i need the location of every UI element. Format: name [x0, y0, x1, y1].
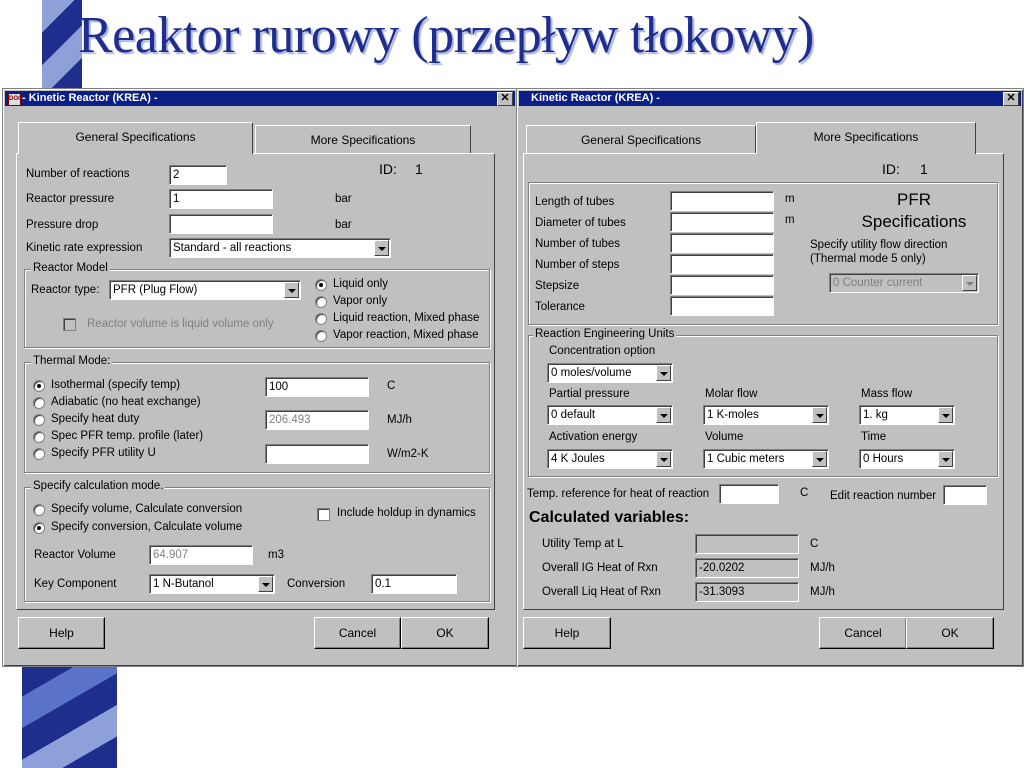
- number-of-tubes-field[interactable]: [670, 233, 774, 253]
- cancel-button[interactable]: Cancel: [819, 617, 907, 649]
- document-icon[interactable]: DOC: [8, 93, 21, 106]
- calculated-row-unit: MJ/h: [810, 586, 835, 598]
- close-button[interactable]: ✕: [1003, 92, 1019, 106]
- calc-option-label: Specify conversion, Calculate volume: [51, 521, 243, 533]
- id-value: 1: [415, 161, 423, 177]
- id-label: ID:: [882, 161, 900, 177]
- concentration-value: 0 moles/volume: [551, 367, 632, 379]
- tube-row-unit: m: [785, 193, 795, 205]
- pressure-drop-unit: bar: [335, 219, 352, 231]
- reactor-model-title: Reactor Model: [33, 262, 108, 274]
- tubes-group: [528, 182, 998, 325]
- tab-label: More Specifications: [310, 133, 416, 147]
- reactor-pressure-field[interactable]: 1: [169, 189, 273, 209]
- phase-radio-liquid-mixed[interactable]: [315, 313, 327, 325]
- thermal-radio-isothermal[interactable]: [33, 380, 45, 392]
- calc-option-label: Specify volume, Calculate conversion: [51, 503, 243, 515]
- utility-note: Specify utility flow direction: [810, 239, 948, 251]
- phase-radio-liquid-only[interactable]: [315, 279, 327, 291]
- chevron-down-icon[interactable]: [284, 282, 299, 298]
- calculated-row-label: Overall IG Heat of Rxn: [542, 562, 658, 574]
- chevron-down-icon[interactable]: [656, 451, 671, 467]
- length-of-tubes-field[interactable]: [670, 191, 774, 211]
- help-button[interactable]: Help: [523, 617, 611, 649]
- heat-duty-field[interactable]: 206.493: [265, 410, 369, 430]
- liquid-volume-label: Reactor volume is liquid volume only: [87, 318, 274, 330]
- ig-heat-field: -20.0202: [695, 558, 799, 578]
- conversion-field[interactable]: 0.1: [371, 574, 457, 594]
- reactor-volume-unit: m3: [268, 549, 284, 561]
- thermal-radio-temp-profile[interactable]: [33, 431, 45, 443]
- pfr-heading: Specifications: [861, 212, 967, 231]
- chevron-down-icon[interactable]: [656, 407, 671, 423]
- temperature-field[interactable]: 100: [265, 377, 369, 397]
- concentration-select[interactable]: [547, 363, 673, 383]
- molar-flow-value: 1 K-moles: [707, 409, 759, 421]
- temperature-unit: C: [387, 380, 396, 392]
- chevron-down-icon[interactable]: [812, 407, 827, 423]
- utility-u-unit: W/m2-K: [387, 448, 429, 460]
- chevron-down-icon[interactable]: [812, 451, 827, 467]
- calc-radio-specify-conversion[interactable]: [33, 522, 45, 534]
- tube-row-label: Tolerance: [535, 301, 585, 313]
- right-dialog: [516, 88, 1024, 667]
- partial-pressure-value: 0 default: [551, 409, 596, 421]
- diameter-of-tubes-field[interactable]: [670, 212, 774, 232]
- temp-reference-label: Temp. reference for heat of reaction: [527, 488, 710, 500]
- ok-button[interactable]: OK: [906, 617, 994, 649]
- num-reactions-label: Number of reactions: [26, 168, 130, 180]
- partial-pressure-label: Partial pressure: [549, 388, 630, 400]
- engineering-units-title: Reaction Engineering Units: [535, 328, 675, 340]
- id-value: 1: [920, 161, 928, 177]
- slide-title: Reaktor rurowy (przepływ tłokowy): [78, 7, 814, 64]
- utility-direction-select[interactable]: [829, 273, 979, 293]
- pressure-drop-label: Pressure drop: [26, 219, 99, 231]
- chevron-down-icon[interactable]: [374, 240, 389, 256]
- chevron-down-icon[interactable]: [938, 451, 953, 467]
- thermal-radio-heat-duty[interactable]: [33, 414, 45, 426]
- engineering-units-group: [528, 328, 998, 477]
- temp-reference-field[interactable]: [719, 484, 779, 504]
- phase-label: Liquid reaction, Mixed phase: [333, 312, 480, 324]
- holdup-label: Include holdup in dynamics: [337, 507, 476, 519]
- edit-reaction-label: Edit reaction number: [830, 490, 937, 502]
- cancel-button[interactable]: Cancel: [314, 617, 401, 649]
- number-of-steps-field[interactable]: [670, 254, 774, 274]
- tube-row-label: Diameter of tubes: [535, 217, 626, 229]
- calculated-row-unit: MJ/h: [810, 562, 835, 574]
- molar-flow-select[interactable]: [703, 405, 829, 425]
- reactor-model-group: [24, 262, 490, 348]
- thermal-option-label: Adiabatic (no heat exchange): [51, 396, 201, 408]
- key-component-value: 1 N-Butanol: [153, 578, 214, 590]
- num-reactions-field[interactable]: 2: [169, 165, 227, 185]
- key-component-label: Key Component: [34, 578, 117, 590]
- kinetic-rate-select[interactable]: [169, 238, 391, 258]
- volume-unit-value: 1 Cubic meters: [707, 453, 785, 465]
- phase-label: Liquid only: [333, 278, 388, 290]
- liquid-volume-checkbox[interactable]: [63, 318, 76, 331]
- utility-temp-field: [695, 534, 799, 554]
- reactor-type-select[interactable]: [109, 280, 301, 300]
- time-unit-select[interactable]: [859, 449, 955, 469]
- utility-note: (Thermal mode 5 only): [810, 253, 926, 265]
- right-titlebar: [519, 91, 1021, 106]
- thermal-mode-title: Thermal Mode:: [33, 355, 111, 367]
- id-label: ID:: [379, 161, 397, 177]
- holdup-checkbox[interactable]: [317, 508, 330, 521]
- left-dialog: [2, 88, 518, 667]
- volume-unit-label: Volume: [705, 431, 744, 443]
- reactor-pressure-label: Reactor pressure: [26, 193, 115, 205]
- heat-duty-unit: MJ/h: [387, 414, 412, 426]
- calculated-row-unit: C: [810, 538, 819, 550]
- close-button[interactable]: ✕: [497, 92, 513, 106]
- tube-row-label: Length of tubes: [535, 196, 615, 208]
- tube-row-label: Number of tubes: [535, 238, 621, 250]
- stepsize-field[interactable]: [670, 275, 774, 295]
- phase-label: Vapor only: [333, 295, 388, 307]
- calc-radio-specify-volume[interactable]: [33, 504, 45, 516]
- tab-label: General Specifications: [75, 130, 196, 144]
- thermal-option-label: Specify heat duty: [51, 413, 140, 425]
- reactor-volume-label: Reactor Volume: [34, 549, 116, 561]
- slide-decoration: [22, 665, 117, 768]
- activation-energy-label: Activation energy: [549, 431, 638, 443]
- reactor-type-value: PFR (Plug Flow): [113, 284, 198, 296]
- volume-unit-select[interactable]: [703, 449, 829, 469]
- calc-mode-group: [24, 480, 490, 602]
- tab-more-specifications[interactable]: [255, 125, 471, 154]
- tab-label: General Specifications: [580, 133, 702, 147]
- tab-more-specifications[interactable]: [756, 122, 976, 154]
- left-titlebar: [5, 91, 515, 106]
- tab-general-specifications[interactable]: [18, 122, 253, 154]
- pressure-drop-field[interactable]: [169, 214, 273, 234]
- tab-label: More Specifications: [813, 130, 919, 144]
- thermal-radio-adiabatic[interactable]: [33, 397, 45, 409]
- phase-label: Vapor reaction, Mixed phase: [333, 329, 479, 341]
- pfr-heading: PFR: [897, 190, 931, 209]
- chevron-down-icon[interactable]: [656, 365, 671, 381]
- molar-flow-label: Molar flow: [705, 388, 758, 400]
- tube-row-unit: m: [785, 214, 795, 226]
- tolerance-field[interactable]: [670, 296, 774, 316]
- temp-reference-unit: C: [800, 487, 809, 499]
- partial-pressure-select[interactable]: [547, 405, 673, 425]
- mass-flow-value: 1. kg: [863, 409, 888, 421]
- phase-radio-vapor-mixed[interactable]: [315, 330, 327, 342]
- time-unit-label: Time: [861, 431, 887, 443]
- kinetic-rate-label: Kinetic rate expression: [26, 242, 143, 254]
- tube-row-label: Number of steps: [535, 259, 620, 271]
- tube-row-label: Stepsize: [535, 280, 580, 292]
- window-title: - Kinetic Reactor (KREA) -: [22, 92, 158, 104]
- reactor-pressure-unit: bar: [335, 193, 352, 205]
- activation-energy-select[interactable]: [547, 449, 673, 469]
- kinetic-rate-value: Standard - all reactions: [173, 242, 292, 254]
- mass-flow-select[interactable]: [859, 405, 955, 425]
- activation-energy-value: 4 K Joules: [551, 453, 605, 465]
- reactor-volume-field[interactable]: 64.907: [149, 545, 253, 565]
- reactor-type-label: Reactor type:: [31, 284, 100, 296]
- edit-reaction-field[interactable]: [943, 485, 987, 505]
- calculated-row-label: Overall Liq Heat of Rxn: [542, 586, 661, 598]
- utility-u-field[interactable]: [265, 444, 369, 464]
- calculated-row-label: Utility Temp at L: [542, 538, 624, 550]
- thermal-option-label: Specify PFR utility U: [51, 447, 156, 459]
- liq-heat-field: -31.3093: [695, 582, 799, 602]
- more-panel: [523, 153, 1004, 610]
- thermal-option-label: Spec PFR temp. profile (later): [51, 430, 204, 442]
- ok-button[interactable]: OK: [401, 617, 489, 649]
- key-component-select[interactable]: [149, 574, 275, 594]
- tab-general-specifications[interactable]: [526, 125, 756, 154]
- slide-decoration: [42, 0, 82, 90]
- calc-mode-title: Specify calculation mode.: [33, 480, 164, 492]
- utility-direction-value: 0 Counter current: [833, 277, 923, 289]
- phase-radio-vapor-only[interactable]: [315, 296, 327, 308]
- conversion-label: Conversion: [287, 578, 346, 590]
- chevron-down-icon[interactable]: [258, 576, 273, 592]
- concentration-label: Concentration option: [549, 345, 656, 357]
- thermal-mode-group: [24, 355, 490, 473]
- chevron-down-icon[interactable]: [938, 407, 953, 423]
- chevron-down-icon[interactable]: [962, 275, 977, 291]
- thermal-option-label: Isothermal (specify temp): [51, 379, 181, 391]
- window-title: Kinetic Reactor (KREA) -: [531, 92, 660, 104]
- general-panel: [16, 153, 495, 610]
- mass-flow-label: Mass flow: [861, 388, 913, 400]
- time-unit-value: 0 Hours: [863, 453, 904, 465]
- help-button[interactable]: Help: [18, 617, 105, 649]
- thermal-radio-utility-u[interactable]: [33, 448, 45, 460]
- calculated-variables-title: Calculated variables:: [529, 509, 690, 526]
